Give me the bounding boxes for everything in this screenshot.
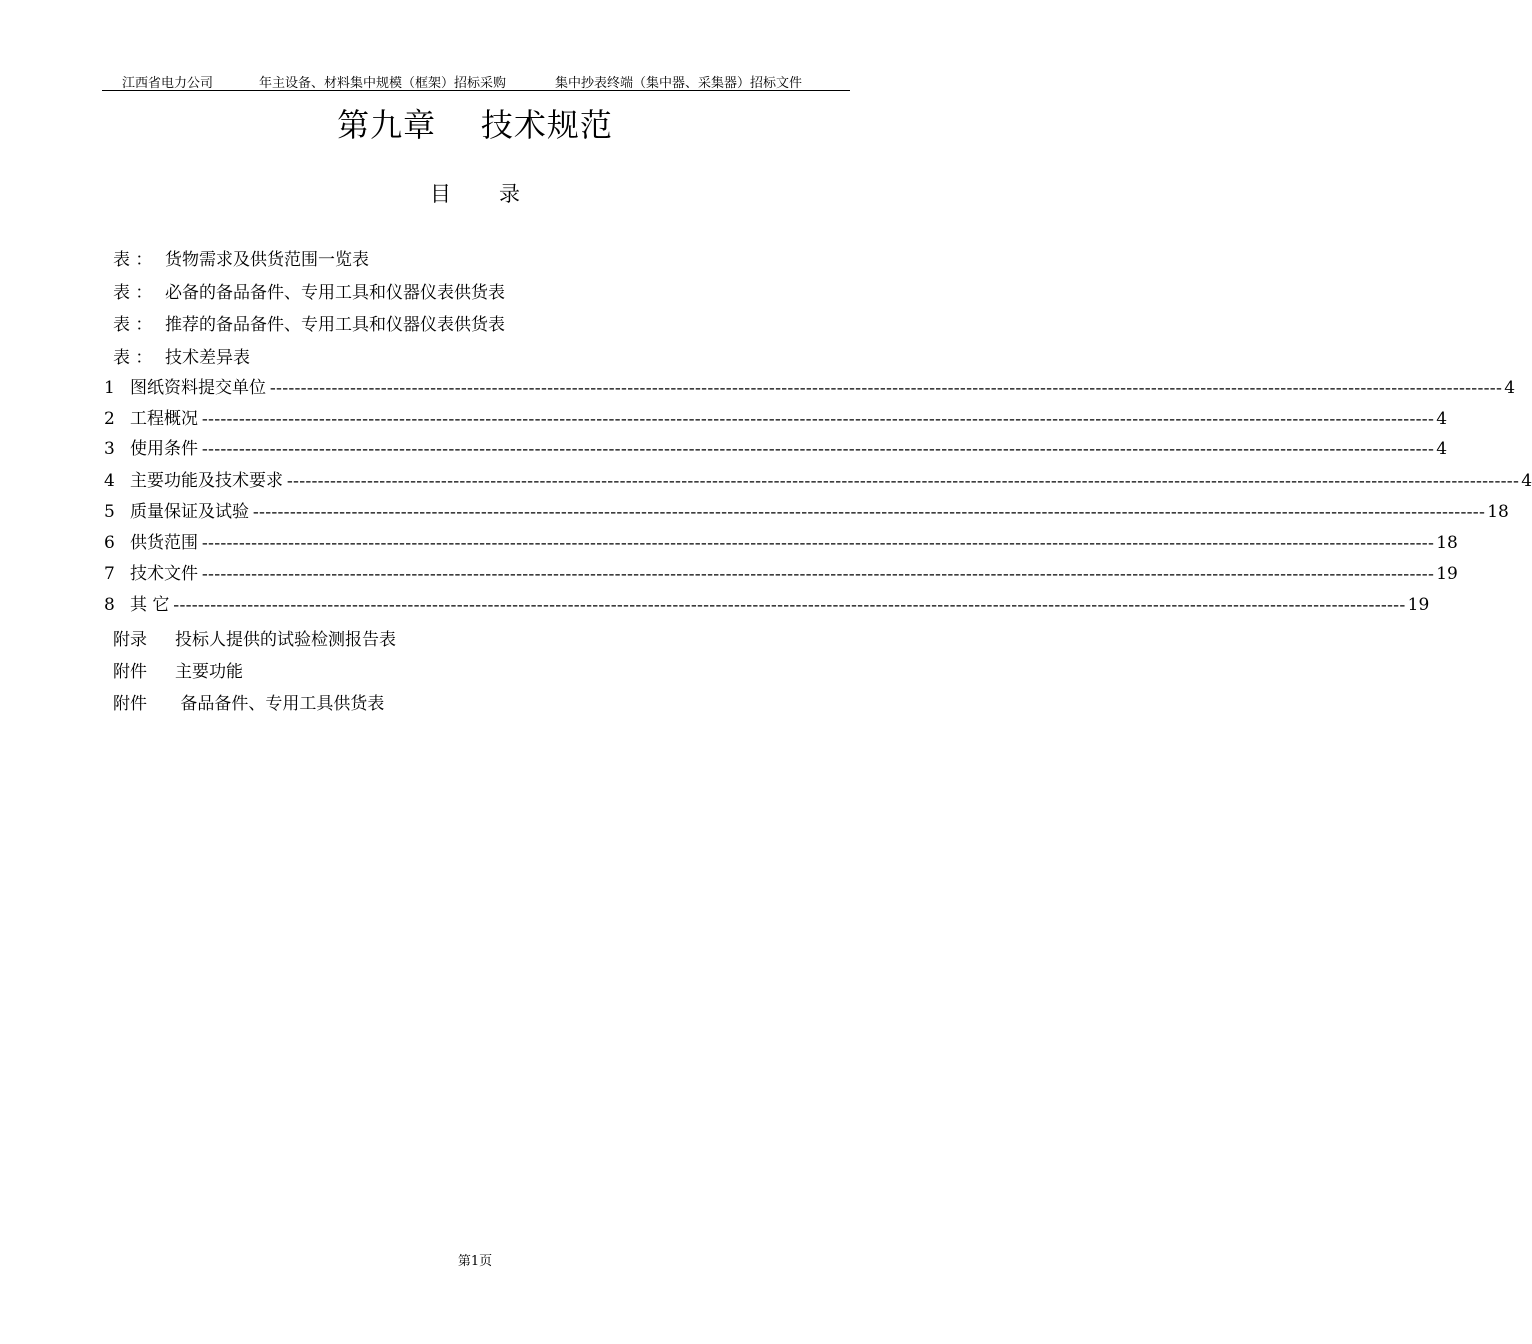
chapter-title: 第九章 技术规范 [337, 106, 613, 144]
section-title: 使用条件 [130, 439, 198, 459]
section-page: 4 [1436, 409, 1448, 429]
section-title: 工程概况 [130, 409, 198, 429]
section-title: 供货范围 [130, 533, 198, 553]
header-procurement: 年主设备、材料集中规模（框架）招标采购 [259, 76, 507, 91]
appendix-label: 附件 [113, 662, 147, 682]
header-company: 江西省电力公司 [122, 76, 214, 91]
table-label: 表 ： [113, 250, 153, 270]
appendix-title: 主要功能 [175, 662, 243, 682]
toc-section-entry[interactable] [104, 531, 1458, 555]
toc-section-entry[interactable] [104, 437, 1448, 461]
toc-heading: 目录 [430, 182, 568, 206]
section-number: 3 [104, 439, 115, 459]
leader-dots: -------------------------------------------------------------------------------------------------------------------------------------------------------------------------------------------------------- [270, 378, 1503, 397]
section-page: 19 [1436, 564, 1458, 584]
toc-section-entry[interactable] [104, 376, 1516, 400]
toc-appendix-entry [113, 692, 384, 716]
toc-table-entry [113, 248, 369, 272]
section-number: 5 [104, 502, 115, 522]
section-title: 图纸资料提交单位 [130, 378, 266, 398]
section-number: 4 [104, 471, 115, 491]
section-page: 18 [1436, 533, 1458, 553]
appendix-title: 备品备件、专用工具供货表 [175, 694, 385, 714]
table-title: 必备的备品备件、专用工具和仪器仪表供货表 [165, 283, 505, 303]
leader-dots: -------------------------------------------------------------------------------------------------------------------------------------------------------------------------------------------------------- [202, 439, 1435, 458]
table-label: 表 ： [113, 348, 153, 368]
section-page: 19 [1407, 595, 1430, 615]
section-page: 4 [1521, 471, 1532, 491]
section-number: 2 [104, 409, 115, 429]
section-number: 1 [104, 378, 115, 398]
toc-appendix-entry [113, 628, 396, 652]
table-label: 表 ： [113, 283, 153, 303]
toc-section-entry[interactable] [104, 407, 1448, 431]
section-title: 主要功能及技术要求 [130, 471, 283, 491]
leader-dots: -------------------------------------------------------------------------------------------------------------------------------------------------------------------------------------------------------- [173, 595, 1406, 614]
section-page: 4 [1504, 378, 1516, 398]
section-title: 其 它 [130, 595, 170, 615]
toc-section-entry[interactable] [104, 593, 1430, 617]
table-title: 推荐的备品备件、专用工具和仪器仪表供货表 [165, 315, 505, 335]
toc-table-entry [113, 281, 505, 305]
leader-dots: -------------------------------------------------------------------------------------------------------------------------------------------------------------------------------------------------------- [253, 502, 1486, 521]
section-page: 4 [1436, 439, 1448, 459]
toc-table-entry [113, 346, 250, 370]
toc-appendix-entry [113, 660, 243, 684]
toc-table-entry [113, 313, 505, 337]
table-label: 表 ： [113, 315, 153, 335]
toc-section-entry[interactable] [104, 500, 1509, 524]
appendix-label: 附录 [113, 630, 147, 650]
page-number: 第1页 [457, 1254, 493, 1269]
table-title: 货物需求及供货范围一览表 [165, 250, 369, 270]
leader-dots: -------------------------------------------------------------------------------------------------------------------------------------------------------------------------------------------------------- [202, 564, 1435, 583]
header-document: 集中抄表终端（集中器、采集器）招标文件 [555, 76, 803, 91]
section-number: 8 [104, 595, 115, 615]
toc-section-entry[interactable] [104, 562, 1458, 586]
section-number: 7 [104, 564, 115, 584]
section-title: 技术文件 [130, 564, 198, 584]
section-page: 18 [1487, 502, 1509, 522]
leader-dots: -------------------------------------------------------------------------------------------------------------------------------------------------------------------------------------------------------- [287, 471, 1520, 490]
toc-section-entry[interactable] [104, 469, 1532, 493]
leader-dots: -------------------------------------------------------------------------------------------------------------------------------------------------------------------------------------------------------- [202, 409, 1435, 428]
section-title: 质量保证及试验 [130, 502, 249, 522]
appendix-label: 附件 [113, 694, 147, 714]
table-title: 技术差异表 [165, 348, 250, 368]
appendix-title: 投标人提供的试验检测报告表 [175, 630, 396, 650]
running-header [102, 70, 850, 91]
leader-dots: -------------------------------------------------------------------------------------------------------------------------------------------------------------------------------------------------------- [202, 533, 1435, 552]
section-number: 6 [104, 533, 115, 553]
